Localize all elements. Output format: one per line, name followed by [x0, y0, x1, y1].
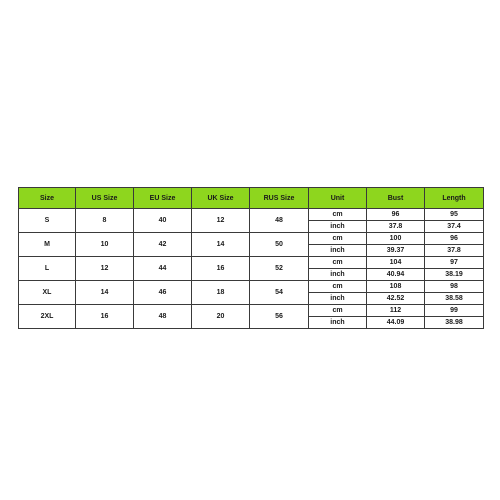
cell-unit: inch [309, 245, 367, 257]
header-us-size: US Size [76, 188, 134, 209]
cell-length: 38.58 [425, 293, 484, 305]
cell-unit: inch [309, 293, 367, 305]
cell-unit: cm [309, 305, 367, 317]
table-row [19, 305, 484, 317]
cell-uk-size: 14 [192, 233, 250, 257]
cell-eu-size: 44 [134, 257, 192, 281]
header-row [19, 188, 484, 209]
cell-uk-size: 16 [192, 257, 250, 281]
cell-rus-size: 56 [250, 305, 309, 329]
cell-length: 95 [425, 209, 484, 221]
header-length: Length [425, 188, 484, 209]
table-row [19, 281, 484, 293]
cell-bust: 96 [367, 209, 425, 221]
cell-uk-size: 12 [192, 209, 250, 233]
cell-unit: inch [309, 317, 367, 329]
cell-size: XL [19, 281, 76, 305]
cell-length: 99 [425, 305, 484, 317]
cell-bust: 40.94 [367, 269, 425, 281]
table-row [19, 257, 484, 269]
cell-length: 37.8 [425, 245, 484, 257]
header-uk-size: UK Size [192, 188, 250, 209]
cell-rus-size: 48 [250, 209, 309, 233]
header-rus-size: RUS Size [250, 188, 309, 209]
header-bust: Bust [367, 188, 425, 209]
cell-bust: 39.37 [367, 245, 425, 257]
cell-eu-size: 46 [134, 281, 192, 305]
cell-length: 38.98 [425, 317, 484, 329]
cell-length: 96 [425, 233, 484, 245]
cell-bust: 104 [367, 257, 425, 269]
cell-size: L [19, 257, 76, 281]
cell-bust: 108 [367, 281, 425, 293]
cell-us-size: 16 [76, 305, 134, 329]
cell-length: 97 [425, 257, 484, 269]
cell-bust: 44.09 [367, 317, 425, 329]
table-row [19, 233, 484, 245]
cell-unit: cm [309, 209, 367, 221]
cell-us-size: 8 [76, 209, 134, 233]
header-unit: Unit [309, 188, 367, 209]
cell-rus-size: 50 [250, 233, 309, 257]
cell-length: 37.4 [425, 221, 484, 233]
cell-size: S [19, 209, 76, 233]
cell-bust: 112 [367, 305, 425, 317]
cell-unit: cm [309, 281, 367, 293]
cell-length: 38.19 [425, 269, 484, 281]
cell-eu-size: 48 [134, 305, 192, 329]
cell-us-size: 10 [76, 233, 134, 257]
cell-unit: cm [309, 233, 367, 245]
cell-unit: inch [309, 221, 367, 233]
cell-uk-size: 18 [192, 281, 250, 305]
cell-unit: inch [309, 269, 367, 281]
cell-bust: 42.52 [367, 293, 425, 305]
cell-rus-size: 54 [250, 281, 309, 305]
cell-rus-size: 52 [250, 257, 309, 281]
cell-bust: 100 [367, 233, 425, 245]
cell-uk-size: 20 [192, 305, 250, 329]
cell-eu-size: 42 [134, 233, 192, 257]
size-chart-table [18, 187, 484, 329]
cell-size: 2XL [19, 305, 76, 329]
cell-eu-size: 40 [134, 209, 192, 233]
cell-us-size: 12 [76, 257, 134, 281]
header-size: Size [19, 188, 76, 209]
cell-bust: 37.8 [367, 221, 425, 233]
cell-unit: cm [309, 257, 367, 269]
cell-size: M [19, 233, 76, 257]
cell-length: 98 [425, 281, 484, 293]
header-eu-size: EU Size [134, 188, 192, 209]
table-row [19, 209, 484, 221]
cell-us-size: 14 [76, 281, 134, 305]
